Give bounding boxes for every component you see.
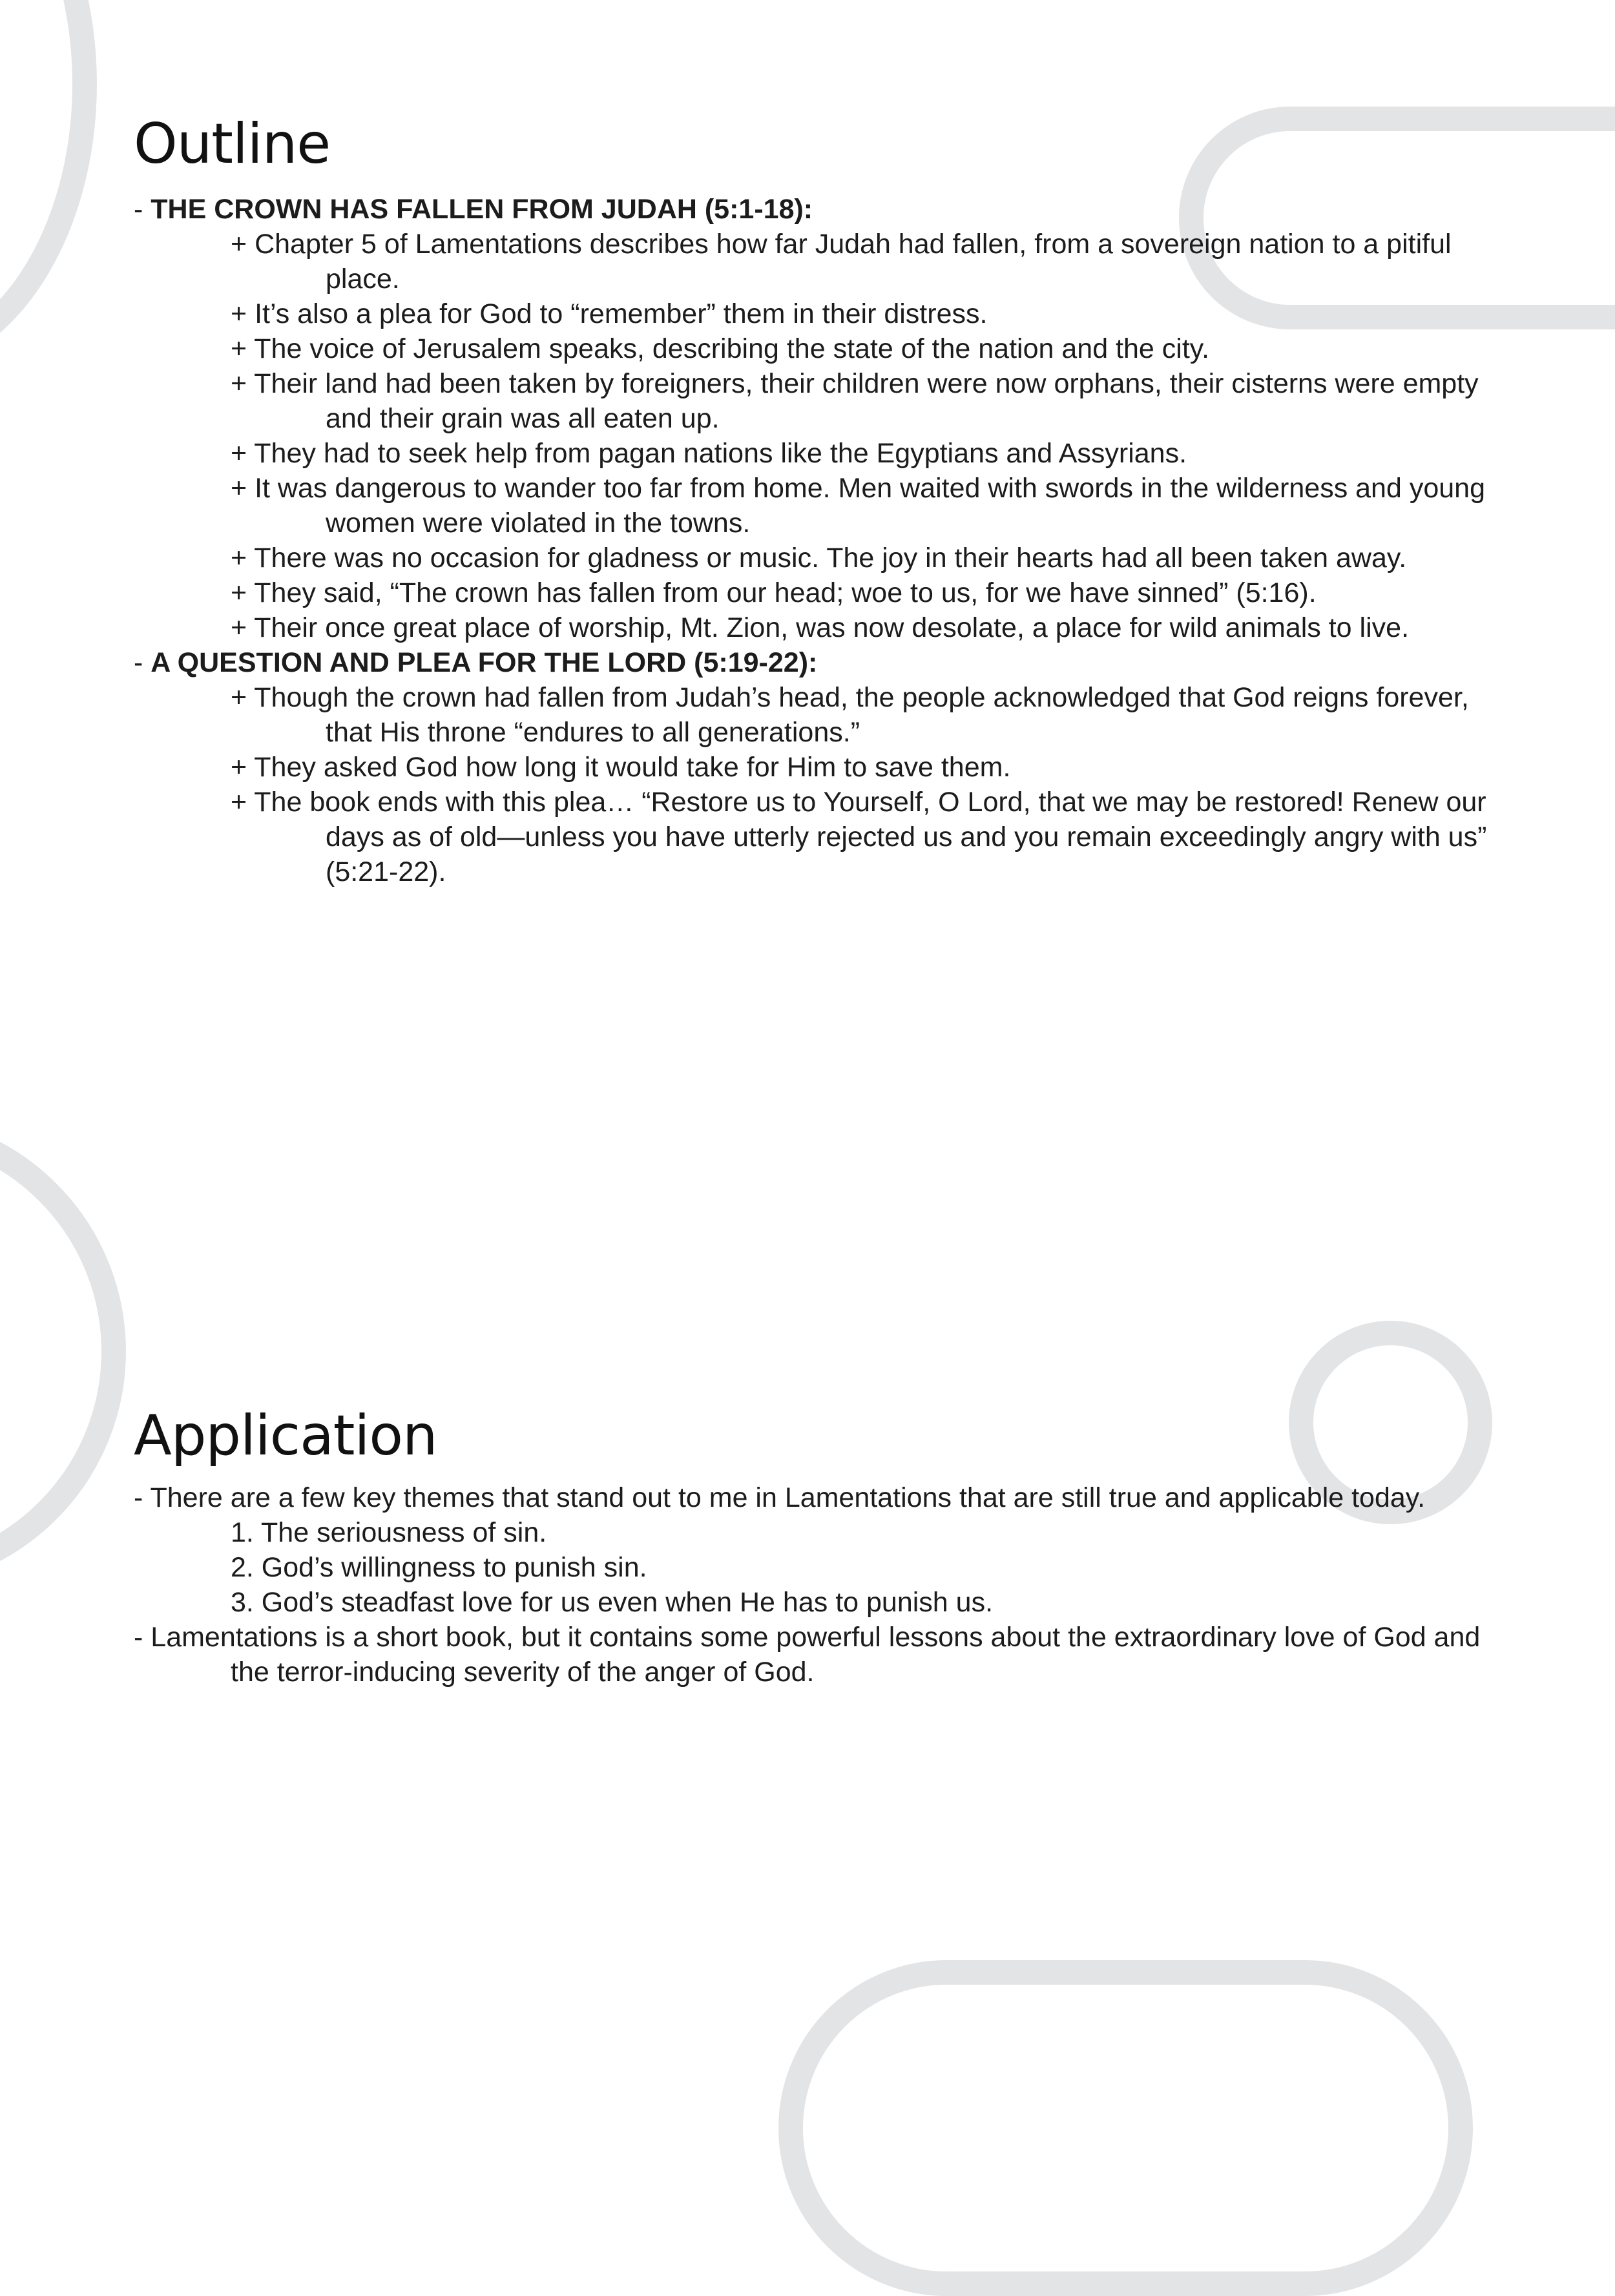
point-text: Their once great place of worship, Mt. Zion, was now desolate, a place for wild animals to live. <box>254 612 1410 643</box>
plus-marker: + <box>231 543 255 574</box>
outline-section-heading <box>134 645 1516 680</box>
application-theme: 3. God’s steadfast love for us even when He has to punish us. <box>231 1587 994 1618</box>
decorative-pill-bottom <box>778 1960 1473 2296</box>
plus-marker: + <box>231 229 255 260</box>
application-intro <box>134 1480 1516 1515</box>
point-text: There was no occasion for gladness or music. The joy in their hearts had all been taken away. <box>254 543 1407 574</box>
application-body <box>134 1480 1516 1690</box>
outline-point <box>134 541 1516 575</box>
plus-marker: + <box>231 368 255 399</box>
outline-body <box>134 192 1516 889</box>
plus-marker: + <box>231 333 255 364</box>
point-text: Their land had been taken by foreigners, their children were now orphans, their cisterns were empty and their grain was all eaten up. <box>254 368 1479 434</box>
outline-point <box>134 471 1516 541</box>
application-closing <box>134 1620 1516 1690</box>
point-text: Though the crown had fallen from Judah’s head, the people acknowledged that God reigns forever, that His throne “endures to all generations.” <box>254 682 1469 748</box>
decorative-ring-top-left <box>0 0 97 375</box>
point-text: It was dangerous to wander too far from home. Men waited with swords in the wilderness and young women were violated in the towns. <box>255 473 1485 539</box>
plus-marker: + <box>231 577 255 608</box>
outline-point <box>134 227 1516 296</box>
dash-marker: - <box>134 1622 151 1653</box>
application-theme: 1. The seriousness of sin. <box>231 1517 547 1548</box>
point-text: They asked God how long it would take for Him to save them. <box>254 752 1011 783</box>
outline-point <box>134 785 1516 889</box>
point-text: The book ends with this plea… “Restore us to Yourself, O Lord, that we may be restored! Renew our days as of old—unless you have utterly rejected us and you remain exceedingly angry with us” (5:21-22). <box>254 787 1487 887</box>
plus-marker: + <box>231 298 255 329</box>
outline-point <box>134 680 1516 750</box>
outline-point <box>134 296 1516 331</box>
outline-point <box>134 436 1516 471</box>
application-theme: 2. God’s willingness to punish sin. <box>231 1552 647 1583</box>
point-text: They had to seek help from pagan nations like the Egyptians and Assyrians. <box>254 438 1187 469</box>
point-text: Chapter 5 of Lamentations describes how far Judah had fallen, from a sovereign nation to a pitiful place. <box>255 229 1452 295</box>
plus-marker: + <box>231 752 255 783</box>
outline-title: Outline <box>134 112 331 176</box>
outline-section-heading <box>134 192 1516 227</box>
outline-point <box>134 610 1516 645</box>
plus-marker: + <box>231 682 255 713</box>
dash-marker: - <box>134 194 151 225</box>
plus-marker: + <box>231 612 255 643</box>
outline-point <box>134 575 1516 610</box>
outline-point <box>134 750 1516 785</box>
outline-point <box>134 366 1516 436</box>
section-heading-text: A QUESTION AND PLEA FOR THE LORD (5:19-22): <box>151 647 818 678</box>
point-text: The voice of Jerusalem speaks, describing the state of the nation and the city. <box>254 333 1210 364</box>
closing-text: Lamentations is a short book, but it contains some powerful lessons about the extraordinary love of God and the terror-inducing severity of the anger of God. <box>151 1622 1481 1688</box>
plus-marker: + <box>231 787 255 818</box>
section-heading-text: THE CROWN HAS FALLEN FROM JUDAH (5:1-18): <box>151 194 813 225</box>
dash-marker: - <box>134 647 151 678</box>
intro-text: There are a few key themes that stand out to me in Lamentations that are still true and applicable today. <box>150 1482 1426 1513</box>
decorative-ring-middle-left <box>0 1114 126 1589</box>
plus-marker: + <box>231 473 255 504</box>
point-text: It’s also a plea for God to “remember” them in their distress. <box>255 298 988 329</box>
plus-marker: + <box>231 438 255 469</box>
outline-point <box>134 331 1516 366</box>
dash-marker: - <box>134 1482 151 1513</box>
application-title: Application <box>134 1403 437 1468</box>
point-text: They said, “The crown has fallen from our head; woe to us, for we have sinned” (5:16). <box>254 577 1317 608</box>
